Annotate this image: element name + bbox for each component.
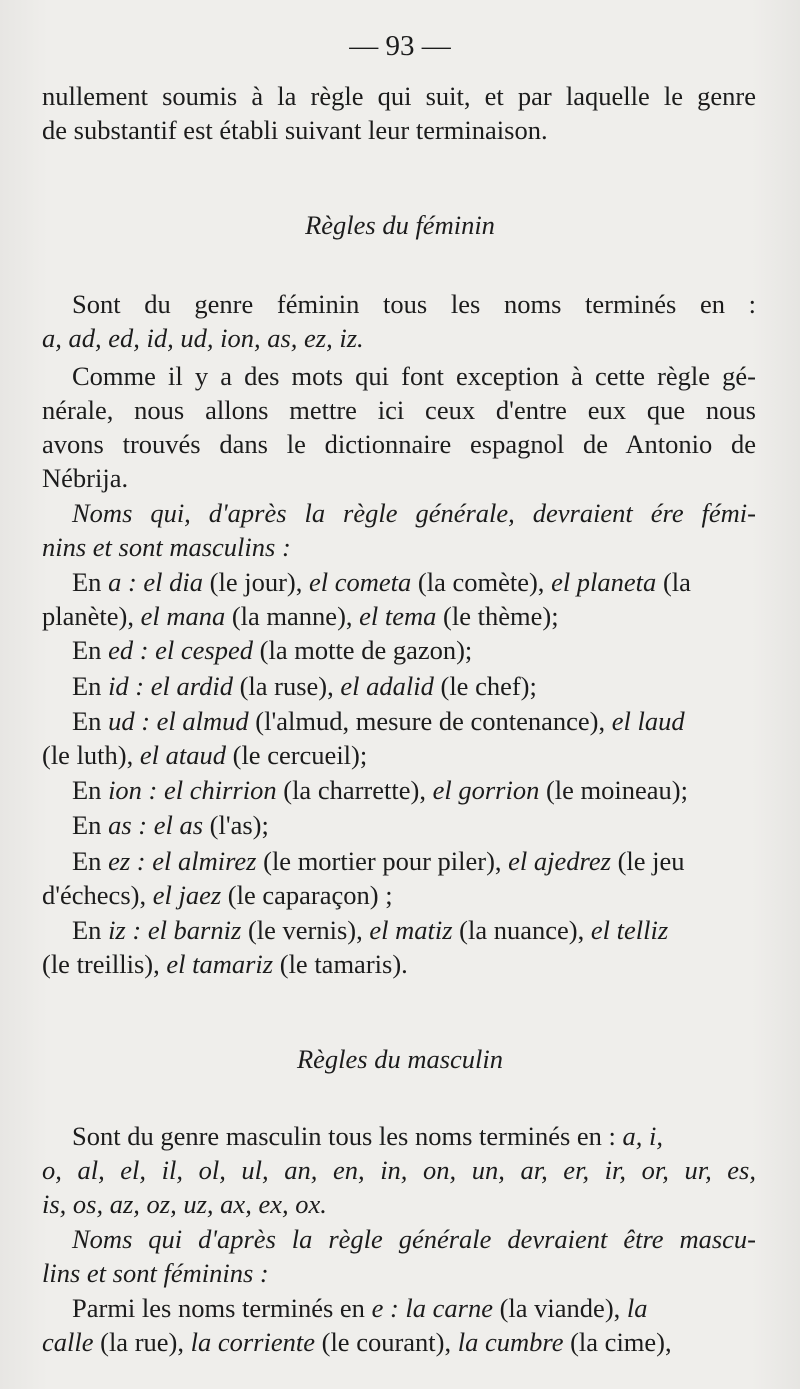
entry-ed-ending: ed : [108,635,149,665]
gloss-le-cercueil: (le cercueil); [226,740,368,770]
gloss-l-as: (l'as); [203,810,269,840]
entry-id-ending: id : [108,671,145,701]
word-el-ardid: el ardid [150,671,233,701]
gloss-le-jour: (le jour), [203,567,309,597]
gloss-planete: planète), [42,601,141,631]
entry-ed-line [72,634,756,667]
masculine-endings-2: o, al, el, il, ol, ul, an, en, in, on, un, ar, er, ir, or, ur, es, [42,1155,756,1185]
gloss-le-jeu: (le jeu [610,846,685,876]
word-el-jaez: el jaez [152,880,222,910]
word-el-as: el as [153,810,204,840]
entry-as-prefix: En [72,810,109,840]
intro-line-2: de substantif est établi suivant leur terminaison. [42,115,548,145]
feminine-rule-line-2 [42,322,756,355]
entry-ud-line-2 [42,739,756,772]
entry-a-ending: a : [108,567,137,597]
entry-e-line-1 [72,1292,756,1325]
entry-ion-line [72,774,756,807]
word-el-adalid: el adalid [340,671,434,701]
masculine-rule-line-3 [42,1188,756,1221]
word-el-ataud: el ataud [139,740,226,770]
feminine-sub-line-2 [42,531,756,564]
masculine-rule-line-1 [72,1120,756,1153]
exception-line-2: nérale, nous allons mettre ici ceux d'entre eux que nous [42,395,756,425]
word-el-dia: el dia [143,567,204,597]
word-la-corriente: la corriente [190,1327,315,1357]
feminine-sub-text-2: nins et sont masculins : [42,532,291,562]
feminine-heading: Règles du féminin [305,210,495,240]
exception-line-4: Nébrija. [42,463,129,493]
feminine-endings: a, ad, ed, id, ud, ion, as, ez, iz. [42,323,364,353]
word-el-cesped: el cesped [155,635,254,665]
gloss-le-chef: (le chef); [433,671,537,701]
gloss-la-comete: (la comète), [411,567,552,597]
feminine-sub-text-1: Noms qui, d'après la règle générale, devraient ére fémi- [72,498,756,528]
gloss-d-echecs: d'échecs), [42,880,153,910]
word-el-barniz: el barniz [147,915,242,945]
word-el-ajedrez: el ajedrez [508,846,611,876]
entry-e-line-2 [42,1326,756,1359]
entry-id-prefix: En [72,671,109,701]
word-la: la [626,1293,648,1323]
word-el-planeta: el planeta [551,567,657,597]
masculine-sub-line-2 [42,1257,756,1290]
entry-ez-ending: ez : [108,846,146,876]
gloss-la-nuance: (la nuance), [452,915,591,945]
masculine-rule-line-2 [42,1154,756,1187]
gloss-le-luth: (le luth), [42,740,140,770]
masculine-endings-1: a, i, [622,1121,664,1151]
entry-ez-prefix: En [72,846,109,876]
entry-ud-prefix: En [72,706,109,736]
entry-as-line [72,809,756,842]
masculine-rule-text: Sont du genre masculin tous les noms terminés en : [72,1121,623,1151]
masculine-endings-3: is, os, az, oz, uz, ax, ex, ox. [42,1189,327,1219]
gloss-la-viande: (la viande), [492,1293,627,1323]
word-el-tema: el tema [359,601,437,631]
entry-ez-line-1 [72,845,756,878]
gloss-le-courant: (le courant), [315,1327,458,1357]
entry-ud-ending: ud : [108,706,151,736]
word-el-gorrion: el gorrion [432,775,540,805]
exception-line-1: Comme il y a des mots qui font exception à cette règle gé- [72,361,756,391]
word-el-chirrion: el chirrion [164,775,277,805]
entry-id-line [72,670,756,703]
intro-line-1: nullement soumis à la règle qui suit, et par laquelle le genre [42,81,756,111]
gloss-almud: (l'almud, mesure de contenance), [248,706,612,736]
gloss-la-manne: (la manne), [225,601,360,631]
gloss-la-rue: (la rue), [93,1327,191,1357]
feminine-sub-line-1 [72,497,756,530]
gloss-la: (la [656,567,691,597]
page-number: — 93 — [349,30,451,62]
gloss-le-vernis: (le vernis), [241,915,370,945]
gloss-le-theme: (le thème); [436,601,559,631]
feminine-rule-line-1: Sont du genre féminin tous les noms terminés en : [72,289,756,319]
gloss-la-ruse: (la ruse), [232,671,341,701]
word-calle: calle [42,1327,94,1357]
entry-ez-line-2 [42,879,756,912]
word-el-almirez: el almirez [152,846,257,876]
word-el-cometa: el cometa [308,567,412,597]
word-la-cumbre: la cumbre [457,1327,564,1357]
entry-a-line-1 [72,566,756,599]
entry-e-ending: e : [371,1293,406,1323]
masculine-sub-line-1 [72,1223,756,1256]
gloss-le-treillis: (le treillis), [42,949,167,979]
entry-ion-prefix: En [72,775,109,805]
entry-ion-ending: ion : [108,775,158,805]
gloss-le-caparacon: (le caparaçon) ; [221,880,393,910]
word-el-laud: el laud [611,706,685,736]
entry-iz-ending: iz : [108,915,142,945]
gloss-le-tamaris: (le tamaris). [273,949,408,979]
entry-a-line-2 [42,600,756,633]
gloss-la-cime: (la cime), [563,1327,672,1357]
entry-iz-prefix: En [72,915,109,945]
word-el-mana: el mana [140,601,226,631]
entry-as-ending: as : [108,810,148,840]
masculine-sub-text-1: Noms qui d'après la règle générale devraient être mascu- [72,1224,756,1254]
entry-iz-line-2 [42,948,756,981]
word-el-telliz: el telliz [590,915,669,945]
masculine-sub-text-2: lins et sont féminins : [42,1258,269,1288]
entry-e-prefix: Parmi les noms terminés en [72,1293,372,1323]
gloss-motte-de-gazon: (la motte de gazon); [253,635,473,665]
gloss-le-moineau: (le moineau); [539,775,688,805]
gloss-le-mortier: (le mortier pour piler), [256,846,509,876]
entry-iz-line-1 [72,914,756,947]
word-el-almud: el almud [156,706,249,736]
word-el-tamariz: el tamariz [166,949,274,979]
entry-ed-prefix: En [72,635,109,665]
exception-line-3: avons trouvés dans le dictionnaire espagnol de Antonio de [42,429,756,459]
gloss-la-charrette: (la charrette), [276,775,433,805]
word-el-matiz: el matiz [369,915,453,945]
masculine-heading: Règles du masculin [296,1044,504,1074]
word-la-carne: la carne [405,1293,493,1323]
entry-ud-line-1 [72,705,756,738]
entry-a-prefix: En [72,567,109,597]
